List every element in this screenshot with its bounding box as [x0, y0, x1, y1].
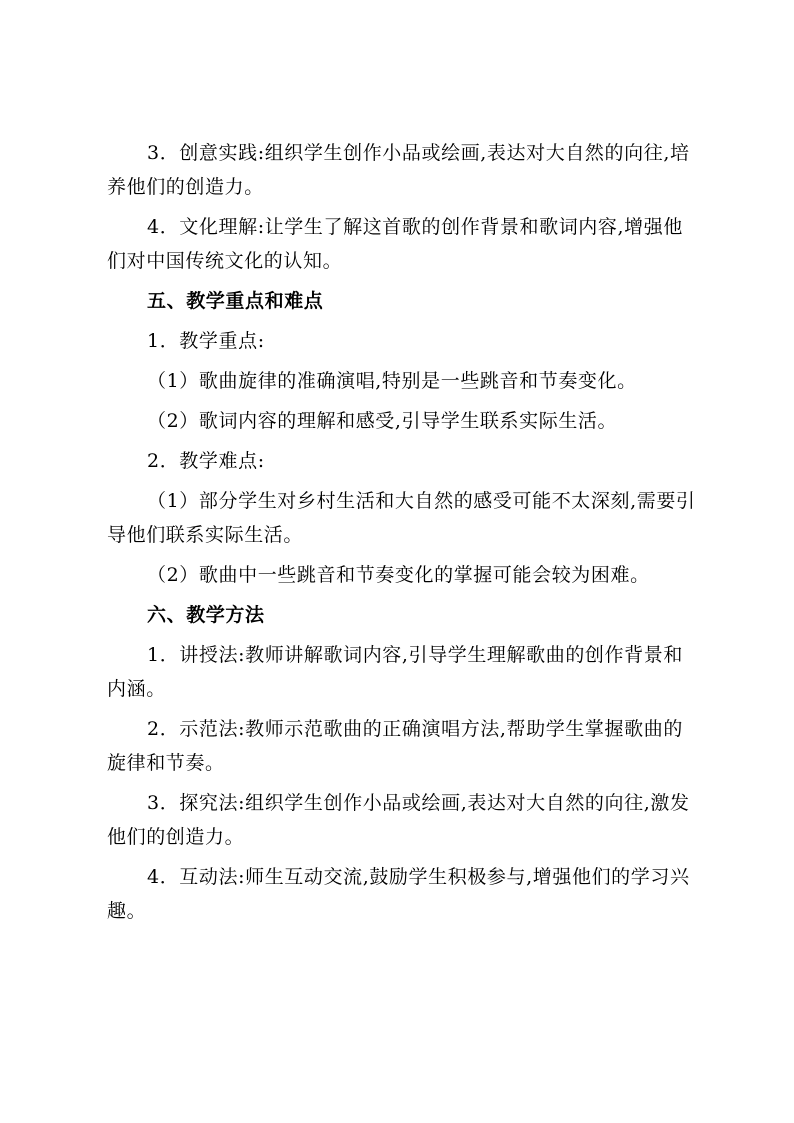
paragraph-difficulty-1: （1）部分学生对乡村生活和大自然的感受可能不太深刻,需要引导他们联系实际生活。 — [107, 490, 696, 546]
paragraph-method-demonstration: 2．示范法:教师示范歌曲的正确演唱方法,帮助学生掌握歌曲的旋律和节奏。 — [107, 718, 683, 774]
paragraph-difficulties-label: 2．教学难点: — [147, 450, 265, 472]
paragraph-method-inquiry: 3．探究法:组织学生创作小品或绘画,表达对大自然的向往,激发他们的创造力。 — [107, 792, 690, 848]
paragraph-key-point-2: （2）歌词内容的理解和感受,引导学生联系实际生活。 — [147, 410, 618, 432]
paragraph-difficulty-2: （2）歌曲中一些跳音和节奏变化的掌握可能会较为困难。 — [147, 564, 650, 586]
section-heading-teaching-methods: 六、教学方法 — [147, 604, 265, 626]
paragraph-method-interaction: 4．互动法:师生互动交流,鼓励学生积极参与,增强他们的学习兴趣。 — [107, 866, 690, 922]
paragraph-key-points-label: 1．教学重点: — [147, 330, 265, 352]
paragraph-creative-practice: 3．创意实践:组织学生创作小品或绘画,表达对大自然的向往,培养他们的创造力。 — [107, 142, 690, 198]
document-body — [107, 136, 697, 928]
section-heading-key-points: 五、教学重点和难点 — [147, 290, 324, 312]
paragraph-cultural-understanding: 4．文化理解:让学生了解这首歌的创作背景和歌词内容,增强他们对中国传统文化的认知。 — [107, 216, 683, 272]
paragraph-key-point-1: （1）歌曲旋律的准确演唱,特别是一些跳音和节奏变化。 — [147, 370, 637, 392]
paragraph-method-lecture: 1．讲授法:教师讲解歌词内容,引导学生理解歌曲的创作背景和内涵。 — [107, 644, 683, 700]
